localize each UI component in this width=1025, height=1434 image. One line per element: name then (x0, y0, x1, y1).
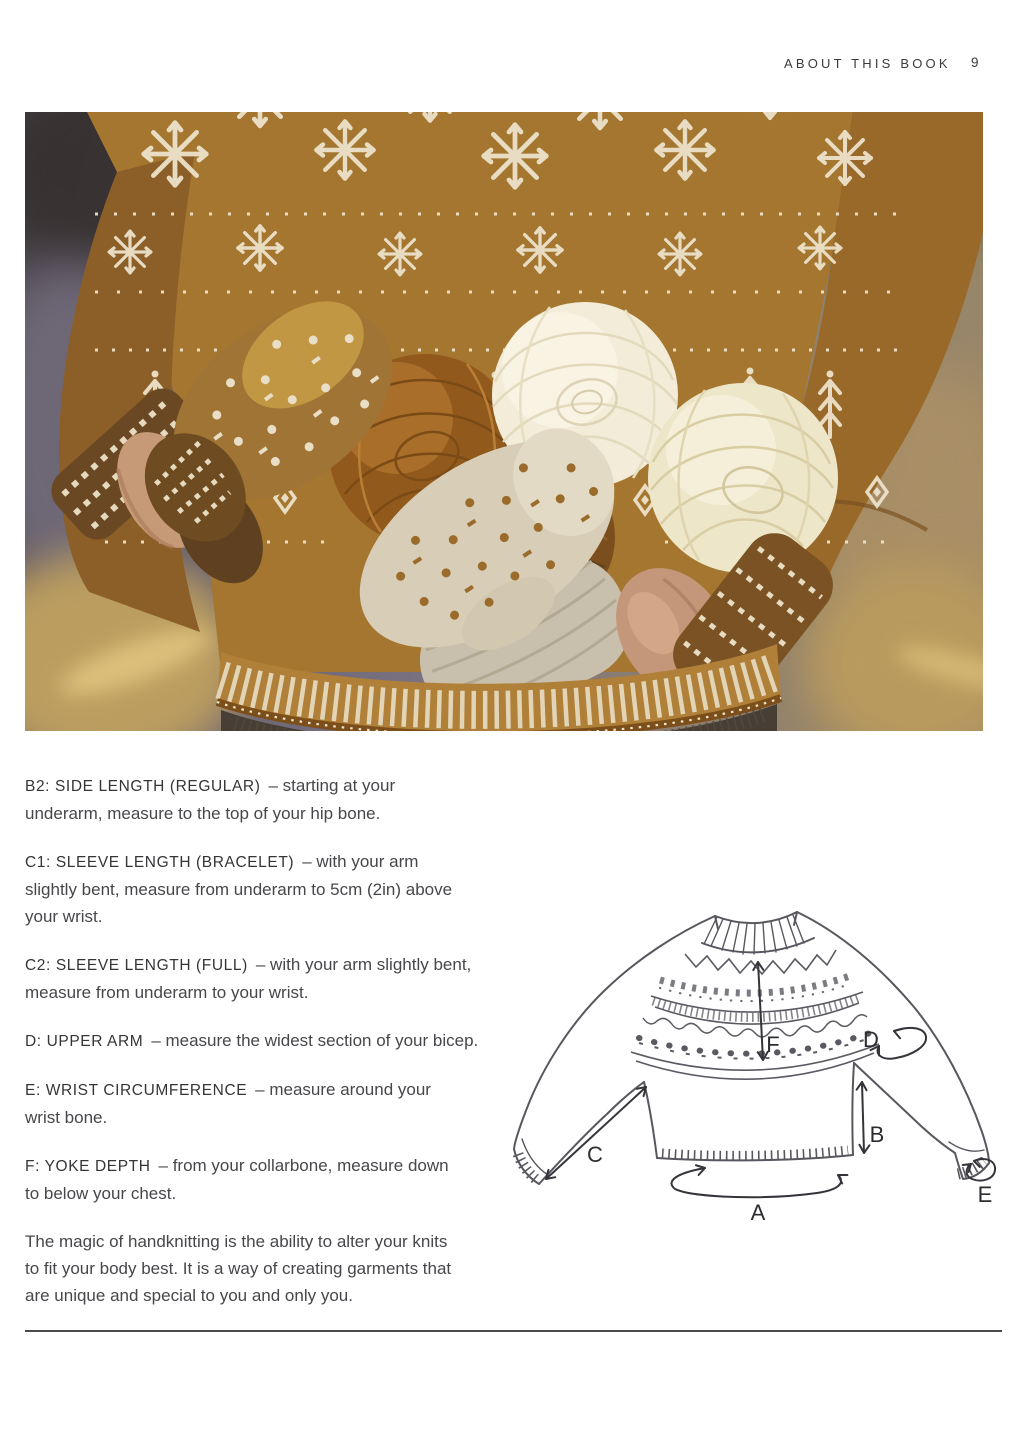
diamond-band (660, 976, 850, 993)
yarn-ball-pale (648, 383, 838, 573)
label-A: A (750, 1200, 766, 1225)
measurement-item (25, 1152, 530, 1207)
measurement-desc: – with your arm (302, 852, 419, 871)
label-C: C (587, 1142, 603, 1167)
measurement-label: F: YOKE DEPTH (25, 1158, 151, 1175)
measurement-label: C1: SLEEVE LENGTH (BRACELET) (25, 854, 295, 871)
sweater-measurement-diagram (505, 902, 1020, 1232)
label-E: E (977, 1182, 993, 1207)
hem-fringe (662, 1150, 848, 1155)
measurement-label: C2: SLEEVE LENGTH (FULL) (25, 957, 248, 974)
footer-rule (25, 1330, 1002, 1332)
yoke-pattern-bands (631, 950, 879, 1079)
measurement-text-column (25, 772, 530, 1309)
measurement-item (25, 1027, 530, 1055)
measurement-desc: – measure the widest section of your bicep. (151, 1031, 479, 1050)
measurement-desc: measure from underarm to your wrist. (25, 983, 309, 1002)
measurement-desc: wrist bone. (25, 1108, 108, 1127)
measurement-desc: – with your arm slightly bent, (255, 955, 472, 974)
measurement-label: B2: SIDE LENGTH (REGULAR) (25, 778, 261, 795)
page-number: 9 (971, 55, 979, 70)
closing-paragraph: The magic of handknitting is the ability to alter your knits to fit your body best. It is a way of creating garments that are unique and special to you and only you. (25, 1232, 452, 1305)
measurement-label: E: WRIST CIRCUMFERENCE (25, 1082, 248, 1099)
arrow-D-loop (878, 1028, 927, 1059)
left-cuff-fringe (518, 1154, 537, 1180)
measurement-item (25, 772, 530, 827)
label-F: F (766, 1032, 780, 1057)
label-B: B (869, 1122, 885, 1147)
measurement-item (25, 848, 530, 930)
label-D: D (863, 1027, 879, 1052)
measurement-label: D: UPPER ARM (25, 1033, 144, 1050)
arrow-F (758, 962, 763, 1060)
measurement-desc: underarm, measure to the top of your hip bone. (25, 804, 381, 823)
measurement-desc: – starting at your (268, 776, 396, 795)
measurement-desc: – measure around your (255, 1080, 431, 1099)
photo-yarn-and-sweater (25, 112, 983, 731)
dot-band (639, 1032, 873, 1054)
arrow-A (672, 1168, 842, 1197)
measurement-item (25, 1076, 530, 1131)
section-title: ABOUT THIS BOOK (784, 56, 951, 71)
zigzag-band (685, 950, 836, 974)
measurement-desc: your wrist. (25, 907, 103, 926)
arrow-B (862, 1082, 864, 1153)
measurement-desc: to below your chest. (25, 1184, 177, 1203)
measurement-arrows (543, 962, 995, 1197)
measurement-desc: slightly bent, measure from underarm to 5cm (2in) above (25, 880, 453, 899)
measurement-desc: – from your collarbone, measure down (158, 1156, 449, 1175)
wave-band (643, 1015, 867, 1037)
photo-foreground (25, 112, 983, 731)
arrow-E-loop (967, 1159, 995, 1181)
yoke-bottom-arcs (631, 1044, 879, 1079)
measurement-item (25, 951, 530, 1006)
